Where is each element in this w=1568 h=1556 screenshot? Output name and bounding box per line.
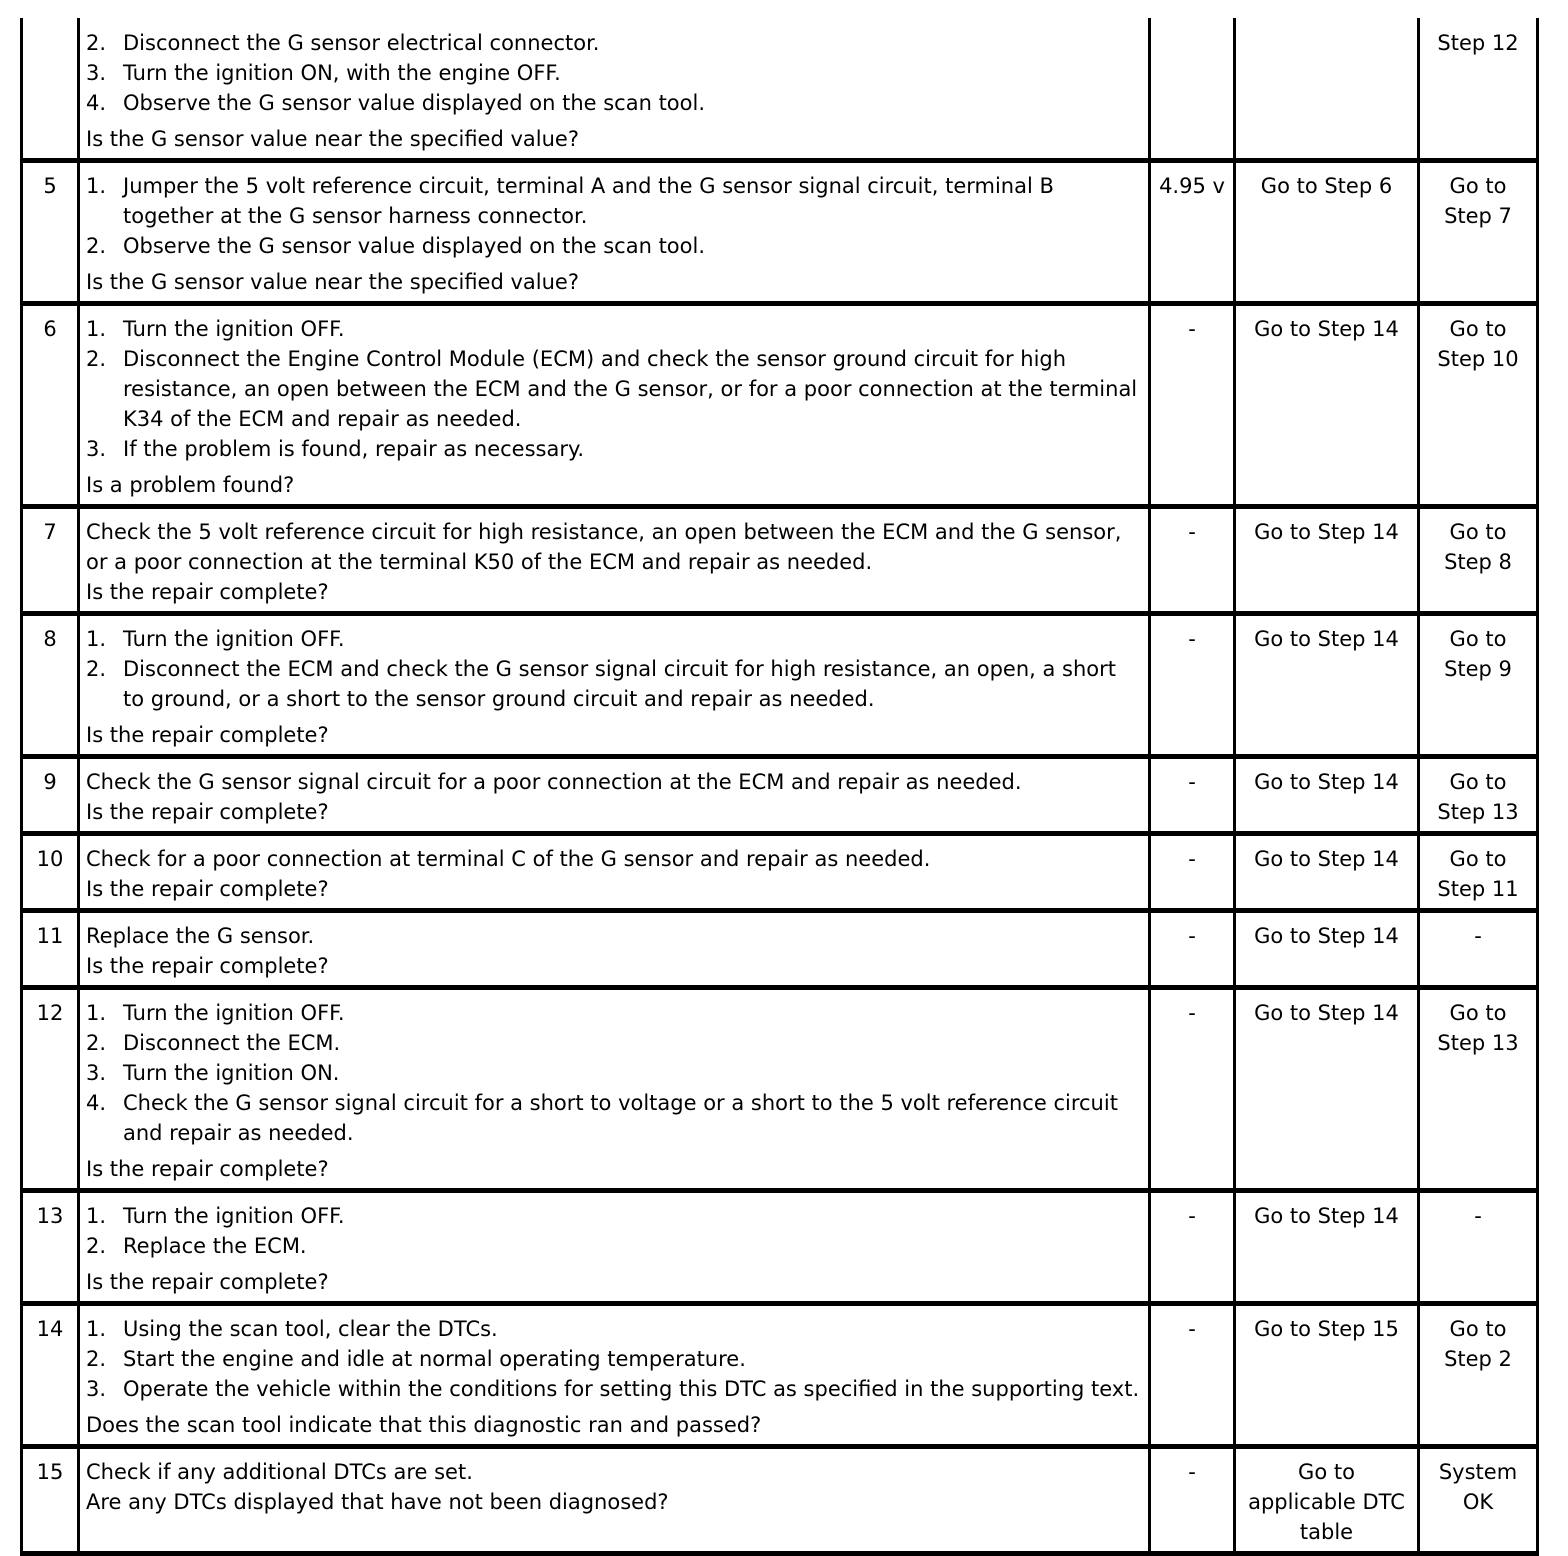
- no-cell: Step 12: [1419, 18, 1538, 161]
- action-text: Turn the ignition OFF.: [123, 1001, 345, 1025]
- step-number: 11: [22, 911, 79, 988]
- table-row: [22, 507, 1538, 614]
- value-cell: -: [1150, 614, 1235, 757]
- no-cell: Go to Step 11: [1419, 834, 1538, 911]
- action-number: 1.: [86, 1204, 107, 1228]
- no-cell: Go to Step 13: [1419, 757, 1538, 834]
- step-question: Are any DTCs displayed that have not been diagnosed?: [86, 1490, 669, 1514]
- action-item: [86, 1231, 1142, 1261]
- action-cell: [79, 911, 1150, 988]
- action-text: Turn the ignition OFF.: [123, 1204, 345, 1228]
- value-cell: -: [1150, 1191, 1235, 1304]
- yes-cell: Go to Step 14: [1235, 757, 1419, 834]
- action-text: Using the scan tool, clear the DTCs.: [123, 1317, 498, 1341]
- action-number: 2.: [86, 31, 107, 55]
- action-number: 2.: [86, 1347, 107, 1371]
- action-number: 1.: [86, 317, 107, 341]
- action-list: [86, 171, 1142, 261]
- step-number: 15: [22, 1447, 79, 1554]
- action-item: [86, 58, 1142, 88]
- value-cell: -: [1150, 911, 1235, 988]
- step-question: Is the G sensor value near the specified value?: [86, 270, 579, 294]
- value-cell: 4.95 v: [1150, 161, 1235, 304]
- step-question: Is the repair complete?: [86, 800, 329, 824]
- table-row: [22, 161, 1538, 304]
- action-text: Disconnect the G sensor electrical connector.: [123, 31, 600, 55]
- action-list: [86, 1314, 1142, 1404]
- no-cell: Go to Step 8: [1419, 507, 1538, 614]
- action-text: Replace the ECM.: [123, 1234, 307, 1258]
- action-text: Turn the ignition ON, with the engine OFF.: [123, 61, 561, 85]
- no-cell: Go to Step 10: [1419, 304, 1538, 507]
- action-list: [86, 1201, 1142, 1261]
- action-text: Disconnect the ECM and check the G sensor signal circuit for high resistance, an open, a short to ground, or a short to the sensor ground circuit and repair as needed.: [123, 657, 1117, 711]
- action-number: 4.: [86, 1091, 107, 1115]
- action-text: Turn the ignition OFF.: [123, 317, 345, 341]
- step-number: 5: [22, 161, 79, 304]
- value-cell: -: [1150, 834, 1235, 911]
- action-item: [86, 1028, 1142, 1058]
- action-text: Disconnect the ECM.: [123, 1031, 341, 1055]
- table-row: [22, 911, 1538, 988]
- value-cell: -: [1150, 507, 1235, 614]
- action-item: [86, 314, 1142, 344]
- action-number: 3.: [86, 437, 107, 461]
- action-item: [86, 1088, 1142, 1148]
- yes-cell: [1235, 18, 1419, 161]
- step-question: Is the repair complete?: [86, 580, 329, 604]
- step-question: Does the scan tool indicate that this diagnostic ran and passed?: [86, 1413, 762, 1437]
- value-cell: [1150, 18, 1235, 161]
- value-cell: -: [1150, 304, 1235, 507]
- step-number: 10: [22, 834, 79, 911]
- step-question: Is the G sensor value near the specified value?: [86, 127, 579, 151]
- action-item: [86, 434, 1142, 464]
- action-text: Turn the ignition OFF.: [123, 627, 345, 651]
- yes-cell: Go to Step 15: [1235, 1304, 1419, 1447]
- action-text: Jumper the 5 volt reference circuit, terminal A and the G sensor signal circuit, terminal B together at the G sensor harness connector.: [123, 174, 1054, 228]
- step-number: 9: [22, 757, 79, 834]
- action-item: [86, 28, 1142, 58]
- table-row: [22, 988, 1538, 1191]
- action-text: Operate the vehicle within the conditions for setting this DTC as specified in the supporting text.: [123, 1377, 1140, 1401]
- step-number: 6: [22, 304, 79, 507]
- action-text: Check for a poor connection at terminal C of the G sensor and repair as needed.: [86, 847, 931, 871]
- action-item: [86, 654, 1142, 714]
- yes-cell: Go to Step 14: [1235, 988, 1419, 1191]
- action-cell: [79, 18, 1150, 161]
- value-cell: -: [1150, 757, 1235, 834]
- step-question: Is the repair complete?: [86, 723, 329, 747]
- action-item: [86, 1344, 1142, 1374]
- step-number: 13: [22, 1191, 79, 1304]
- step-question: Is the repair complete?: [86, 877, 329, 901]
- action-text: Replace the G sensor.: [86, 924, 315, 948]
- action-number: 1.: [86, 1317, 107, 1341]
- action-number: 2.: [86, 1234, 107, 1258]
- action-number: 4.: [86, 91, 107, 115]
- step-question: Is a problem found?: [86, 473, 295, 497]
- action-item: [86, 1374, 1142, 1404]
- value-cell: -: [1150, 988, 1235, 1191]
- action-item: [86, 1201, 1142, 1231]
- table-row: [22, 18, 1538, 161]
- step-number: 14: [22, 1304, 79, 1447]
- action-cell: [79, 161, 1150, 304]
- action-item: [86, 88, 1142, 118]
- no-cell: Go to Step 9: [1419, 614, 1538, 757]
- action-item: [86, 1314, 1142, 1344]
- value-cell: -: [1150, 1304, 1235, 1447]
- action-text: Check if any additional DTCs are set.: [86, 1460, 473, 1484]
- yes-cell: Go to Step 14: [1235, 304, 1419, 507]
- action-number: 3.: [86, 1377, 107, 1401]
- yes-cell: Go to Step 14: [1235, 614, 1419, 757]
- action-number: 2.: [86, 657, 107, 681]
- action-cell: [79, 1191, 1150, 1304]
- step-question: Is the repair complete?: [86, 1270, 329, 1294]
- action-number: 1.: [86, 627, 107, 651]
- yes-cell: Go to Step 14: [1235, 1191, 1419, 1304]
- step-number: 12: [22, 988, 79, 1191]
- action-item: [86, 1058, 1142, 1088]
- action-list: [86, 28, 1142, 118]
- action-list: [86, 314, 1142, 464]
- step-question: Is the repair complete?: [86, 954, 329, 978]
- action-text: Start the engine and idle at normal operating temperature.: [123, 1347, 746, 1371]
- action-number: 2.: [86, 1031, 107, 1055]
- action-cell: [79, 614, 1150, 757]
- diagnostic-table: [20, 18, 1539, 1556]
- table-row: [22, 1191, 1538, 1304]
- action-list: [86, 624, 1142, 714]
- action-item: [86, 231, 1142, 261]
- no-cell: Go to Step 2: [1419, 1304, 1538, 1447]
- no-cell: Go to Step 13: [1419, 988, 1538, 1191]
- action-cell: [79, 507, 1150, 614]
- table-row: [22, 304, 1538, 507]
- action-item: [86, 624, 1142, 654]
- step-question: Is the repair complete?: [86, 1157, 329, 1181]
- action-cell: [79, 988, 1150, 1191]
- action-text: Observe the G sensor value displayed on the scan tool.: [123, 234, 706, 258]
- action-cell: [79, 834, 1150, 911]
- action-number: 1.: [86, 174, 107, 198]
- yes-cell: Go to Step 6: [1235, 161, 1419, 304]
- step-number: [22, 18, 79, 161]
- action-text: Observe the G sensor value displayed on the scan tool.: [123, 91, 706, 115]
- action-number: 3.: [86, 1061, 107, 1085]
- yes-cell: Go to Step 14: [1235, 911, 1419, 988]
- step-number: 7: [22, 507, 79, 614]
- action-item: [86, 998, 1142, 1028]
- action-cell: [79, 1447, 1150, 1554]
- no-cell: Go to Step 7: [1419, 161, 1538, 304]
- value-cell: -: [1150, 1447, 1235, 1554]
- no-cell: -: [1419, 911, 1538, 988]
- action-item: [86, 171, 1142, 231]
- diagnostic-page: [20, 18, 1536, 1556]
- action-text: Check the G sensor signal circuit for a poor connection at the ECM and repair as needed.: [86, 770, 1022, 794]
- table-row: [22, 614, 1538, 757]
- table-row: [22, 834, 1538, 911]
- table-row: [22, 757, 1538, 834]
- action-item: [86, 344, 1142, 434]
- table-row: [22, 1447, 1538, 1554]
- action-text: Turn the ignition ON.: [123, 1061, 340, 1085]
- action-number: 2.: [86, 347, 107, 371]
- action-text: Check the G sensor signal circuit for a short to voltage or a short to the 5 volt reference circuit and repair as needed.: [123, 1091, 1118, 1145]
- action-cell: [79, 1304, 1150, 1447]
- action-cell: [79, 304, 1150, 507]
- action-text: If the problem is found, repair as necessary.: [123, 437, 585, 461]
- diagnostic-table-body: [22, 18, 1538, 1554]
- action-text: Check the 5 volt reference circuit for high resistance, an open between the ECM and the G sensor, or a poor connection at the terminal K50 of the ECM and repair as needed.: [86, 520, 1122, 574]
- action-cell: [79, 757, 1150, 834]
- yes-cell: Go to Step 14: [1235, 834, 1419, 911]
- yes-cell: Go to Step 14: [1235, 507, 1419, 614]
- action-number: 2.: [86, 234, 107, 258]
- action-number: 1.: [86, 1001, 107, 1025]
- action-number: 3.: [86, 61, 107, 85]
- no-cell: -: [1419, 1191, 1538, 1304]
- step-number: 8: [22, 614, 79, 757]
- action-list: [86, 998, 1142, 1148]
- no-cell: System OK: [1419, 1447, 1538, 1554]
- table-row: [22, 1304, 1538, 1447]
- yes-cell: Go to applicable DTC table: [1235, 1447, 1419, 1554]
- action-text: Disconnect the Engine Control Module (ECM) and check the sensor ground circuit for high resistance, an open between the ECM and the G sensor, or for a poor connection at the terminal K34 of the ECM and repair as needed.: [123, 347, 1138, 431]
